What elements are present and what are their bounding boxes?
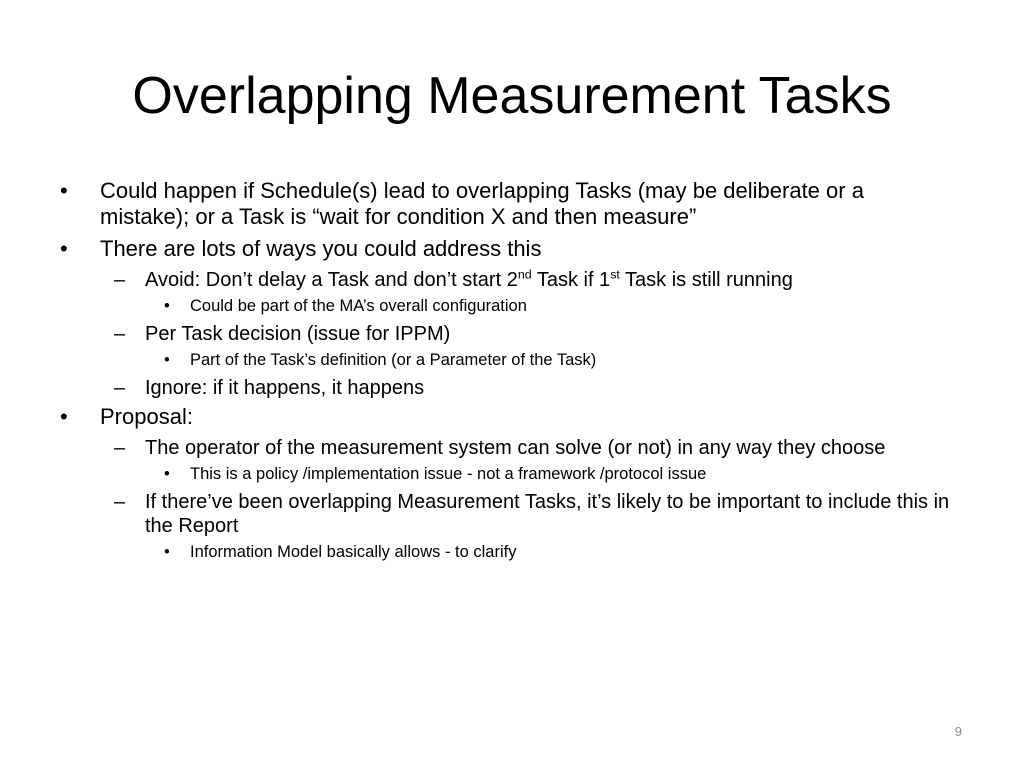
sub-bullet-item — [58, 322, 958, 346]
sub-sub-bullet-item — [58, 542, 958, 562]
sub-bullet-text: The operator of the measurement system can solve (or not) in any way they choose — [145, 437, 886, 459]
superscript: nd — [517, 267, 532, 282]
bullet-marker: • — [60, 236, 68, 261]
dash-marker: – — [114, 377, 126, 399]
dash-marker: – — [114, 323, 126, 345]
sub-sub-bullet-text: This is a policy /implementation issue - not a framework /protocol issue — [190, 465, 707, 483]
text-part: Task is still running — [619, 269, 793, 291]
sub-sub-bullet-text: Information Model basically allows - to clarify — [190, 543, 517, 561]
dash-marker: – — [114, 269, 126, 291]
sub-bullet-text: If there’ve been overlapping Measurement Tasks, it’s likely to be important to include this in the Report — [145, 491, 950, 537]
bullet-item — [58, 236, 958, 262]
slide-body — [58, 178, 958, 568]
bullet-text: There are lots of ways you could address this — [100, 236, 542, 261]
sub-bullet-item — [58, 490, 958, 538]
sub-bullet-item — [58, 268, 958, 292]
sub-bullet-text — [145, 269, 793, 291]
sub-sub-bullet-text: Part of the Task’s definition (or a Parameter of the Task) — [190, 351, 597, 369]
page-number: 9 — [954, 724, 962, 739]
sub-bullet-text: Ignore: if it happens, it happens — [145, 377, 425, 399]
sub-sub-bullet-item — [58, 464, 958, 484]
sub-sub-bullet-item — [58, 350, 958, 370]
bullet-marker: • — [164, 543, 170, 561]
bullet-text: Proposal: — [100, 404, 193, 429]
sub-bullet-text: Per Task decision (issue for IPPM) — [145, 323, 451, 345]
sub-sub-bullet-text: Could be part of the MA’s overall configuration — [190, 297, 527, 315]
bullet-marker: • — [60, 404, 68, 429]
slide-title: Overlapping Measurement Tasks — [132, 67, 892, 125]
bullet-item — [58, 178, 958, 230]
superscript: st — [610, 267, 620, 282]
bullet-text: Could happen if Schedule(s) lead to overlapping Tasks (may be deliberate or a mistake); or a Task is “wait for condition X and then measure” — [100, 178, 864, 229]
sub-bullet-item — [58, 376, 958, 400]
text-part: Task if 1 — [531, 269, 611, 291]
dash-marker: – — [114, 437, 126, 459]
dash-marker: – — [114, 491, 126, 513]
sub-bullet-item — [58, 436, 958, 460]
bullet-marker: • — [164, 465, 170, 483]
bullet-marker: • — [164, 297, 170, 315]
sub-sub-bullet-item — [58, 296, 958, 316]
bullet-marker: • — [60, 178, 68, 203]
bullet-item — [58, 404, 958, 430]
bullet-marker: • — [164, 351, 170, 369]
text-part: Avoid: Don’t delay a Task and don’t start 2 — [145, 269, 518, 291]
